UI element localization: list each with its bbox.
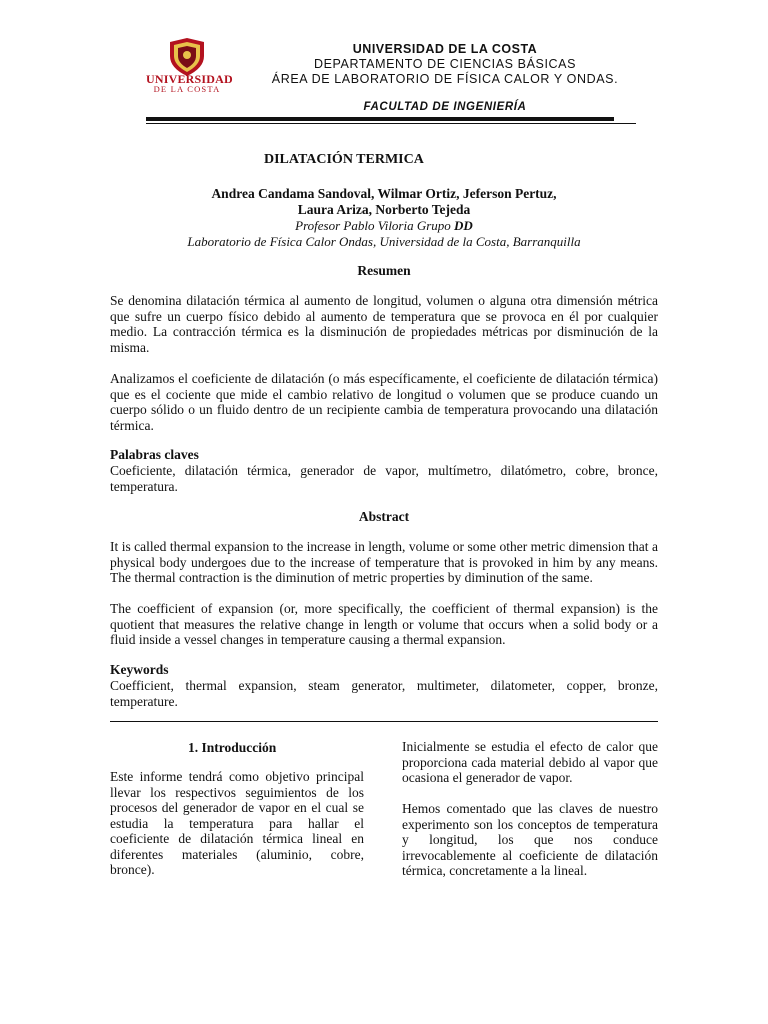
- lab-area: ÁREA DE LABORATORIO DE FÍSICA CALOR Y ONDAS.: [271, 72, 619, 86]
- authors-line-2: Laura Ariza, Norberto Tejeda: [297, 202, 471, 217]
- palabras-claves: Coeficiente, dilatación térmica, generador de vapor, multímetro, dilatómetro, cobre, bronce, temperatura.: [110, 463, 658, 494]
- logo-wordmark-sub: DE LA COSTA: [153, 84, 221, 94]
- authors-line-1: Andrea Candama Sandoval, Wilmar Ortiz, Jeferson Pertuz,: [211, 186, 557, 201]
- intro-right-paragraph-2: Hemos comentado que las claves de nuestro experimento son los conceptos de temperatura y longitud, los que nos conduce irrevocablemente al coeficiente de dilatación térmica, concretamente a la lineal.: [402, 801, 658, 878]
- resumen-paragraph-1: Se denomina dilatación térmica al aumento de longitud, volumen o alguna otra dimensión métrica que sufre un cuerpo físico debido al aumento de temperatura que se provoca en él por cualquier medio. La contracción térmica es la disminución de propiedades métricas por disminución de la misma.: [110, 293, 658, 355]
- header-rule-thin: [146, 123, 636, 124]
- palabras-claves-heading: Palabras claves: [110, 447, 199, 462]
- header-rule-thick: [146, 117, 614, 121]
- intro-right-paragraph-1: Inicialmente se estudia el efecto de calor que proporciona cada material debido al vapor que ocasiona el generador de vapor.: [402, 739, 658, 785]
- logo-wordmark: UNIVERSIDAD: [146, 72, 233, 86]
- resumen-heading: Resumen: [357, 263, 411, 278]
- group-code: DD: [454, 218, 473, 233]
- abstract-paragraph-1: It is called thermal expansion to the increase in length, volume or some other metric dimension that a physical body undergoes due to the increase of temperature that is provoked in him by any means. The thermal contraction is the diminution of metric properties by diminution of the same.: [110, 539, 658, 585]
- resumen-paragraph-2: Analizamos el coeficiente de dilatación (o más específicamente, el coeficiente de dilatación térmica) que es el cociente que mide el cambio relativo de longitud o volumen que se produce cuando un cuerpo sólido o un fluido dentro de un recipiente cambia de temperatura provocando una dilatación térmica.: [110, 371, 658, 433]
- intro-left-paragraph: Este informe tendrá como objetivo principal llevar los respectivos seguimientos de los procesos del generador de vapor en el cual se estudia la temperatura para hallar el coeficiente de dilatación térmica lineal en diferentes materiales (aluminio, cobre, bronce).: [110, 769, 364, 877]
- professor-line: [110, 218, 658, 234]
- paper-title: DILATACIÓN TERMICA: [264, 152, 424, 167]
- intro-heading: 1. Introducción: [188, 740, 277, 755]
- abstract-paragraph-2: The coefficient of expansion (or, more specifically, the coefficient of thermal expansion) is the quotient that measures the relative change in length or volume that occurs when a solid body or a fluid inside a vessel changes in temperature causing a thermal expansion.: [110, 601, 658, 647]
- keywords-heading: Keywords: [110, 662, 169, 677]
- professor-name: Profesor Pablo Viloria Grupo: [295, 218, 451, 233]
- affiliation: Laboratorio de Física Calor Ondas, Universidad de la Costa, Barranquilla: [187, 234, 581, 249]
- abstract-heading: Abstract: [358, 509, 410, 524]
- faculty-name: FACULTAD DE INGENIERÍA: [363, 101, 527, 113]
- section-divider: [110, 721, 658, 722]
- university-name: UNIVERSIDAD DE LA COSTA: [352, 42, 538, 56]
- department-name: DEPARTAMENTO DE CIENCIAS BÁSICAS: [313, 57, 577, 71]
- keywords: Coefficient, thermal expansion, steam generator, multimeter, dilatometer, copper, bronze, temperature.: [110, 678, 658, 709]
